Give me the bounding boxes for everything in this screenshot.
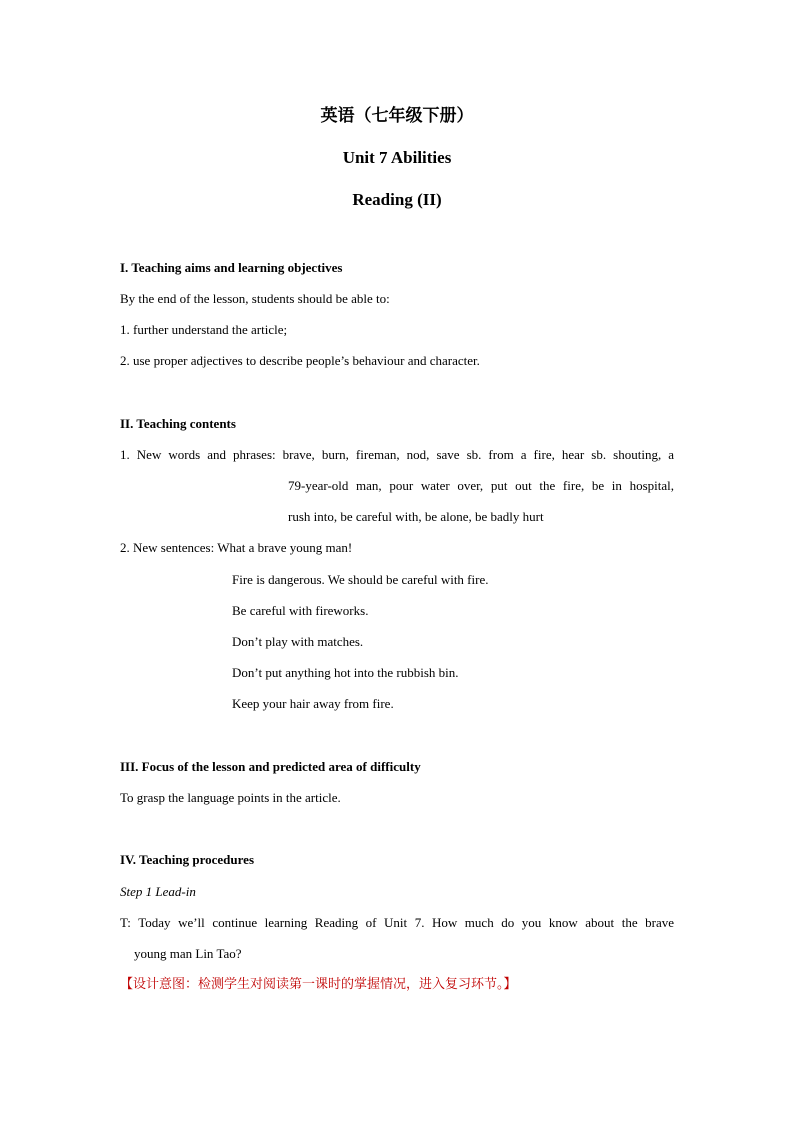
sentence-item: Don’t put anything hot into the rubbish bin. [232,665,459,680]
aims-item: 2. use proper adjectives to describe people’s behaviour and character. [120,353,480,368]
section-heading-aims: I. Teaching aims and learning objectives [120,260,343,275]
unit-title: Unit 7 Abilities [342,148,452,167]
sentence-item: Fire is dangerous. We should be careful with fire. [232,572,489,587]
aims-intro: By the end of the lesson, students should be able to: [120,291,390,306]
document-title: 英语（七年级下册） [320,106,474,126]
teacher-line: young man Lin Tao? [134,946,242,961]
new-words-line: rush into, be careful with, be alone, be badly hurt [288,509,544,524]
new-words-line: 1. New words and phrases: brave, burn, fireman, nod, save sb. from a fire, hear sb. shouting, a [120,447,674,462]
section-heading-contents: II. Teaching contents [120,416,236,431]
teacher-line: T: Today we’ll continue learning Reading of Unit 7. How much do you know about the brave [120,915,674,930]
design-intent-note: 【设计意图：检测学生对阅读第一课时的掌握情况，进入复习环节。】 [120,977,517,992]
sentence-item: Keep your hair away from fire. [232,696,394,711]
section-heading-focus: III. Focus of the lesson and predicted area of difficulty [120,759,421,774]
step-title: Step 1 Lead-in [120,884,196,899]
new-sentences-line: 2. New sentences: What a brave young man! [120,540,353,555]
sentence-item: Don’t play with matches. [232,634,364,649]
aims-item: 1. further understand the article; [120,322,288,337]
sentence-item: Be careful with fireworks. [232,603,369,618]
lesson-title: Reading (II) [352,190,442,209]
section-heading-procedures: IV. Teaching procedures [120,852,255,867]
focus-text: To grasp the language points in the article. [120,790,341,805]
new-words-line: 79-year-old man, pour water over, put out the fire, be in hospital, [288,478,674,493]
